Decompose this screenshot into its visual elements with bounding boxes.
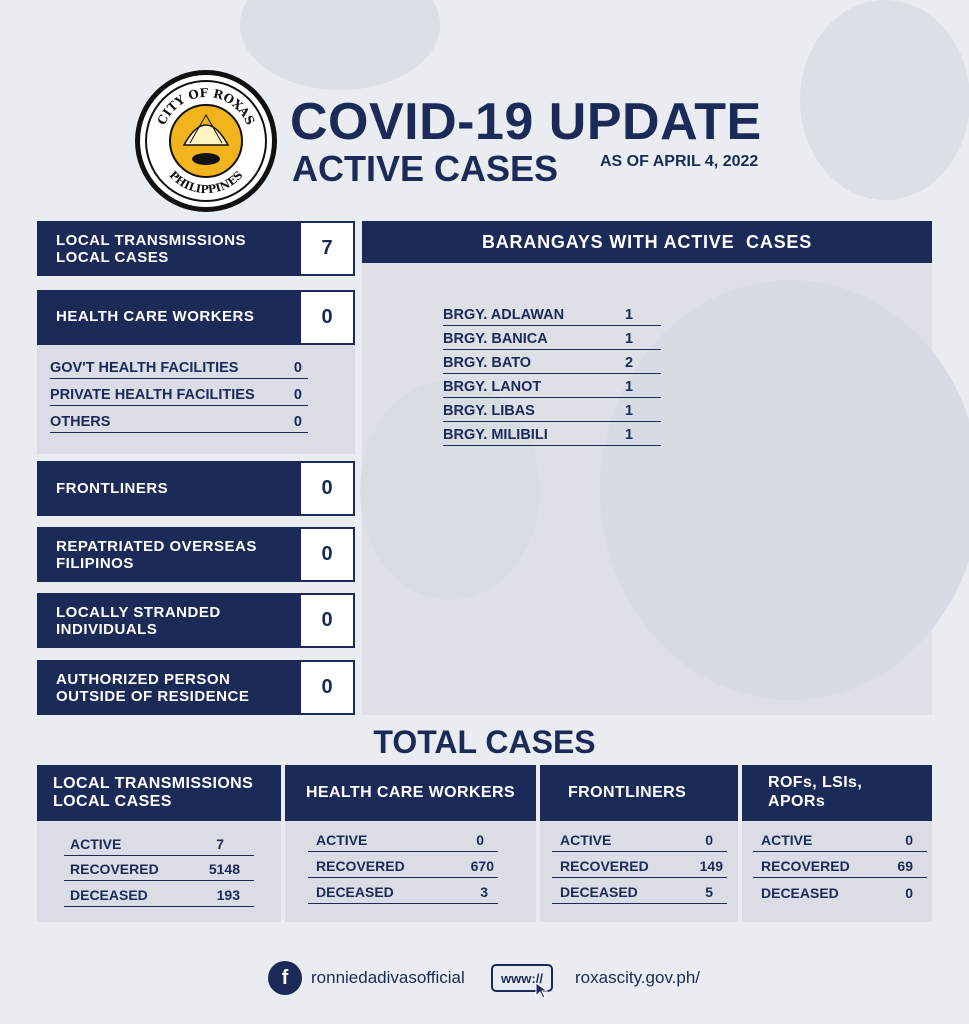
category-label: HEALTH CARE WORKERS [56,308,255,325]
category-local-transmissions [37,221,299,276]
table-row [753,852,927,878]
facebook-glyph: f [281,966,289,989]
category-value: 0 [299,290,355,345]
logo-text-top: CITY OF ROXAS [154,85,258,128]
category-repatriated-overseas-filipinos [37,527,299,582]
barangay-count: 1 [625,427,634,443]
totals-table [552,826,727,904]
totals-group-header [742,765,932,821]
web-icon-text: www:// [501,970,543,986]
breakdown-value: 0 [293,414,302,430]
barangays-panel [362,221,932,715]
list-item [50,406,308,433]
row-label: RECOVERED [316,858,405,874]
list-item [443,302,661,326]
row-value: 0 [476,832,484,848]
barangay-count: 2 [625,355,634,371]
list-item [50,379,308,406]
group-title: ROFs, LSIs, [768,774,863,791]
row-value: 0 [905,832,913,848]
group-title: APORs [768,793,826,810]
row-value: 5 [705,884,713,900]
barangay-name: BRGY. BATO [443,355,532,371]
table-row [308,852,498,878]
category-value: 7 [299,221,355,276]
group-title: HEALTH CARE WORKERS [305,784,516,801]
breakdown-label: GOV'T HEALTH FACILITIES [50,360,239,376]
barangays-heading: BARANGAYS WITH ACTIVE CASES [481,231,813,252]
category-label: FILIPINOS [56,555,134,572]
totals-group-header [285,765,536,821]
category-label: REPATRIATED OVERSEAS [56,538,257,555]
background-shape [800,0,969,200]
totals-table [64,829,254,907]
barangay-count: 1 [625,331,634,347]
totals-group-header [37,765,281,821]
category-label: LOCAL TRANSMISSIONS [56,232,247,249]
list-item [443,350,661,374]
barangay-count: 1 [625,307,634,323]
row-label: ACTIVE [761,832,813,848]
row-value: 193 [216,887,240,903]
table-row [753,878,927,904]
barangays-heading-bar [362,221,932,263]
row-value: 7 [216,836,224,852]
row-label: RECOVERED [761,858,850,874]
table-row [552,852,727,878]
row-label: ACTIVE [316,832,368,848]
table-row [64,855,254,881]
group-title: LOCAL CASES [53,793,172,810]
category-label: LOCAL CASES [56,249,169,266]
table-row [552,878,727,904]
barangay-name: BRGY. BANICA [443,331,548,347]
table-row [308,878,498,904]
table-row [308,826,498,852]
web-icon[interactable] [491,964,553,992]
barangay-count: 1 [625,403,634,419]
row-label: RECOVERED [560,858,649,874]
list-item [443,422,661,446]
breakdown-label: OTHERS [50,414,111,430]
city-seal-logo [135,70,277,212]
category-authorized-person [37,660,299,715]
row-value: 5148 [208,861,240,877]
logo-text-bottom: PHILIPPINES [166,168,246,197]
totals-group-header [540,765,738,821]
category-health-care-workers [37,290,299,345]
cursor-icon [535,982,551,1000]
barangay-count: 1 [625,379,634,395]
table-row [552,826,727,852]
table-row [753,826,927,852]
category-label: AUTHORIZED PERSON [56,671,231,688]
row-label: ACTIVE [560,832,612,848]
as-of-date: AS OF APRIL 4, 2022 [600,153,759,170]
category-label: FRONTLINERS [56,480,169,497]
totals-table [753,826,927,904]
row-value: 149 [699,858,723,874]
group-title: FRONTLINERS [568,784,687,801]
row-value: 0 [705,832,713,848]
category-value: 0 [299,593,355,648]
breakdown-value: 0 [293,360,302,376]
barangay-name: BRGY. MILIBILI [443,427,548,443]
list-item [443,398,661,422]
row-value: 3 [480,884,488,900]
totals-table [308,826,498,904]
list-item [443,326,661,350]
row-label: DECEASED [761,885,839,901]
page-subtitle: ACTIVE CASES [292,148,559,189]
category-value: 0 [299,461,355,516]
list-item [443,374,661,398]
row-label: DECEASED [316,884,394,900]
barangay-name: BRGY. LIBAS [443,403,535,419]
row-label: RECOVERED [70,861,159,877]
category-label: INDIVIDUALS [56,621,158,638]
barangay-name: BRGY. LANOT [443,379,542,395]
row-label: DECEASED [560,884,638,900]
category-frontliners [37,461,299,516]
row-value: 69 [897,858,913,874]
row-value: 670 [470,858,494,874]
breakdown-value: 0 [293,387,302,403]
barangay-name: BRGY. ADLAWAN [443,307,565,323]
facebook-icon[interactable] [268,961,302,995]
row-label: DECEASED [70,887,148,903]
website-link[interactable]: roxascity.gov.ph/ [575,968,701,987]
group-title: LOCAL TRANSMISSIONS [53,775,254,792]
breakdown-label: PRIVATE HEALTH FACILITIES [50,387,255,403]
category-label: OUTSIDE OF RESIDENCE [56,688,250,705]
table-row [64,881,254,907]
total-cases-heading: TOTAL CASES [373,724,596,760]
category-label: LOCALLY STRANDED [56,604,221,621]
row-label: ACTIVE [70,836,122,852]
category-locally-stranded-individuals [37,593,299,648]
hcw-breakdown-list [50,355,308,433]
table-row [64,829,254,855]
row-value: 0 [905,885,913,901]
barangay-list [443,302,661,446]
facebook-handle[interactable]: ronniedadivasofficial [311,968,465,987]
page-title: COVID-19 UPDATE [290,93,762,151]
list-item [50,355,308,379]
category-value: 0 [299,660,355,715]
category-value: 0 [299,527,355,582]
